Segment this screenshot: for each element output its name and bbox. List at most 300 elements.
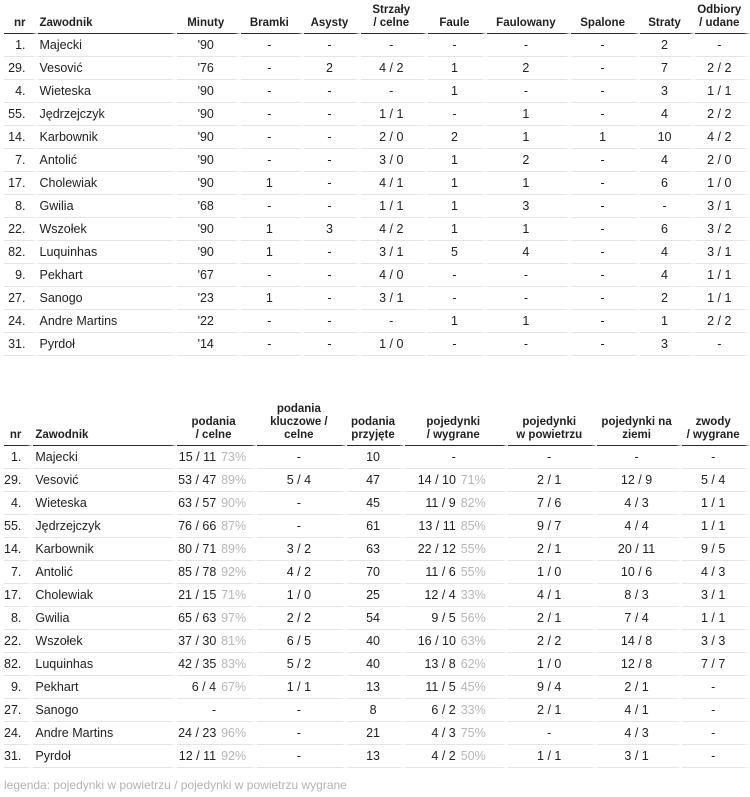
table-row [4,218,750,241]
passes-value: 65 / 63 [178,611,217,625]
key-passes-cell: 6 / 5 [257,630,348,653]
pass-accuracy: 81% [221,634,247,648]
stat-cell: - [361,80,428,103]
player-number: 27. [4,699,33,722]
player-number: 55. [4,515,33,538]
player-number: 22. [4,630,33,653]
passes-received-cell: 8 [347,699,405,722]
stat-cell: '90 [177,149,241,172]
stat-cell: - [241,310,305,333]
stat-cell: 1 [241,241,305,264]
ground-duels-cell: 4 / 3 [597,722,683,745]
passes-received-cell: 10 [347,446,405,469]
passes-value: 80 / 71 [178,542,217,556]
duel-win-rate: 55% [460,542,486,556]
player-name: Luquinhas [38,241,177,264]
player-number: 31. [4,745,33,768]
player-name: Pekhart [33,676,176,699]
stat-cell: - [571,57,641,80]
passes-received-cell: 40 [347,630,405,653]
stat-cell: 3 [640,80,694,103]
stat-cell: - [695,34,750,57]
table-row [4,172,750,195]
key-passes-cell: 4 / 2 [257,561,348,584]
stat-cell: - [571,34,641,57]
stat-cell: 4 [640,149,694,172]
duels-value: 14 / 10 [417,473,456,487]
dribbles-cell: 1 / 1 [682,492,750,515]
player-name: Gwilia [38,195,177,218]
stat-cell: 7 [640,57,694,80]
stat-cell: 1 [428,218,487,241]
stat-cell: - [241,333,305,356]
stat-cell: - [571,218,641,241]
table-header-row [4,4,750,34]
pass-accuracy: 92% [221,749,247,763]
stat-cell: '22 [177,310,241,333]
stat-cell: '90 [177,218,241,241]
passes-cell [177,676,257,699]
aerial-duels-cell: 2 / 1 [508,699,597,722]
aerial-duels-cell: 1 / 1 [508,745,597,768]
duels-cell [405,446,508,469]
stat-cell: 10 [640,126,694,149]
column-header: Asysty [304,4,360,34]
pass-accuracy: 90% [221,496,247,510]
ground-duels-cell: 12 / 9 [597,469,683,492]
passes-cell [177,561,257,584]
aerial-duels-cell: 1 / 0 [508,561,597,584]
column-header: podania kluczowe / celne [257,403,348,446]
player-number: 4. [4,80,38,103]
stat-cell: '90 [177,241,241,264]
table-row [4,492,750,515]
passes-received-cell: 40 [347,653,405,676]
player-number: 8. [4,195,38,218]
key-passes-cell: - [257,722,348,745]
stat-cell: 2 / 2 [695,57,750,80]
passes-received-cell: 21 [347,722,405,745]
stat-cell: - [304,149,360,172]
player-number: 31. [4,333,38,356]
stat-cell: 2 [487,57,571,80]
pass-accuracy: 96% [221,726,247,740]
duels-value: 16 / 10 [417,634,456,648]
column-header: Faule [428,4,487,34]
duel-win-rate: 62% [460,657,486,671]
aerial-duels-cell: - [508,446,597,469]
stat-cell: - [487,333,571,356]
stat-cell: 1 [487,126,571,149]
stat-cell: 3 / 1 [361,287,428,310]
duel-win-rate: 50% [460,749,486,763]
passes-value: 53 / 47 [178,473,217,487]
stat-cell: 1 [428,149,487,172]
stat-cell: 4 / 1 [361,172,428,195]
stat-cell: 1 / 1 [361,195,428,218]
stat-cell: - [241,103,305,126]
stat-cell: 1 [428,80,487,103]
ground-duels-cell: 3 / 1 [597,745,683,768]
pass-accuracy: 67% [221,680,247,694]
stat-cell: - [361,310,428,333]
key-passes-cell: - [257,515,348,538]
ground-duels-cell: 4 / 3 [597,492,683,515]
duels-cell [405,676,508,699]
table-row [4,676,750,699]
passes-received-cell: 61 [347,515,405,538]
stat-cell: - [304,310,360,333]
passes-received-cell: 47 [347,469,405,492]
stat-cell: - [428,34,487,57]
stat-cell: 2 / 0 [361,126,428,149]
pass-accuracy: 73% [221,450,247,464]
player-number: 8. [4,607,33,630]
stat-cell: - [487,34,571,57]
duels-value: 11 / 9 [425,496,456,510]
column-header: Bramki [241,4,305,34]
duels-cell [405,630,508,653]
passes-value: 42 / 35 [178,657,217,671]
ground-duels-cell: - [597,446,683,469]
passes-value: 24 / 23 [178,726,217,740]
passes-received-cell: 63 [347,538,405,561]
stat-cell: 1 [487,103,571,126]
stat-cell: 1 [487,310,571,333]
dribbles-cell: 4 / 3 [682,561,750,584]
stat-cell: 1 [571,126,641,149]
stat-cell: '14 [177,333,241,356]
player-number: 22. [4,218,38,241]
passes-value: 63 / 57 [178,496,217,510]
stat-cell: 3 / 1 [361,241,428,264]
player-name: Vesović [38,57,177,80]
duels-cell [405,745,508,768]
player-number: 17. [4,584,33,607]
dribbles-cell: 5 / 4 [682,469,750,492]
stat-cell: 1 [241,287,305,310]
duel-win-rate: 33% [460,703,486,717]
duel-win-rate: 33% [460,588,486,602]
player-name: Antolić [33,561,176,584]
table-header-row [4,403,750,446]
stat-cell: 2 / 2 [695,103,750,126]
duel-win-rate: 56% [460,611,486,625]
column-header: pojedynki na ziemi [597,403,683,446]
stat-cell: 1 [241,172,305,195]
table-row [4,287,750,310]
duel-win-rate: 85% [460,519,486,533]
stat-cell: 1 / 1 [695,80,750,103]
stat-cell: - [428,264,487,287]
stat-cell: - [304,126,360,149]
duels-cell [405,722,508,745]
stat-cell: 5 [428,241,487,264]
duels-cell [405,653,508,676]
stat-cell: - [241,264,305,287]
ground-duels-cell: 10 / 6 [597,561,683,584]
stat-cell: - [304,287,360,310]
aerial-duels-cell: 9 / 7 [508,515,597,538]
passes-cell [177,607,257,630]
column-header: Straty [640,4,694,34]
stat-cell: 3 [304,218,360,241]
player-number: 29. [4,469,33,492]
key-passes-cell: 5 / 2 [257,653,348,676]
key-passes-cell: - [257,446,348,469]
stat-cell: 1 [487,172,571,195]
key-passes-cell: 2 / 2 [257,607,348,630]
stat-cell: 2 [640,287,694,310]
stat-cell: 1 [487,218,571,241]
player-name: Wieteska [38,80,177,103]
duels-value: 9 / 5 [431,611,456,625]
duel-win-rate: 45% [460,680,486,694]
stat-cell: 2 / 2 [695,310,750,333]
legend-note: legenda: pojedynki w powietrzu / pojedynki w powietrzu wygrane [4,778,347,792]
ground-duels-cell: 4 / 4 [597,515,683,538]
stat-cell: 1 [428,310,487,333]
stat-cell: 3 / 1 [695,241,750,264]
stat-cell: - [304,172,360,195]
dribbles-cell: 1 / 1 [682,515,750,538]
table-row [4,722,750,745]
player-name: Majecki [38,34,177,57]
column-header: zwody / wygrane [682,403,750,446]
passes-cell [177,722,257,745]
player-name: Cholewiak [33,584,176,607]
duels-cell [405,538,508,561]
key-passes-cell: 1 / 1 [257,676,348,699]
passes-cell [177,653,257,676]
player-name: Luquinhas [33,653,176,676]
stat-cell: - [428,103,487,126]
player-name: Pyrdoł [38,333,177,356]
stat-cell: 4 [640,241,694,264]
aerial-duels-cell: 9 / 4 [508,676,597,699]
duels-cell [405,607,508,630]
aerial-duels-cell: 2 / 2 [508,630,597,653]
stat-cell: 6 [640,218,694,241]
stat-cell: 3 [640,333,694,356]
stat-cell: '90 [177,172,241,195]
stat-cell: '67 [177,264,241,287]
table-row [4,149,750,172]
passes-value: 21 / 15 [178,588,217,602]
stat-cell: - [304,264,360,287]
table-row [4,469,750,492]
stat-cell: 6 [640,172,694,195]
player-name: Majecki [33,446,176,469]
stat-cell: '76 [177,57,241,80]
passes-received-cell: 70 [347,561,405,584]
passes-cell [177,515,257,538]
stat-cell: - [304,195,360,218]
pass-accuracy: 89% [221,542,247,556]
stat-cell: - [241,126,305,149]
stat-cell: 1 [640,310,694,333]
player-name: Pyrdoł [33,745,176,768]
column-header: nr [4,403,33,446]
table-row [4,515,750,538]
stat-cell: 1 / 0 [361,333,428,356]
match-stats-table [4,4,750,356]
column-header: Faulowany [487,4,571,34]
passes-value: - [211,703,217,717]
stat-cell: '90 [177,80,241,103]
table-row [4,699,750,722]
stat-cell: - [304,80,360,103]
table-row [4,126,750,149]
player-name: Wszołek [33,630,176,653]
aerial-duels-cell: 2 / 1 [508,469,597,492]
player-name: Jędrzejczyk [33,515,176,538]
duels-value: 13 / 8 [424,657,456,671]
player-number: 1. [4,446,33,469]
table-row [4,446,750,469]
table-row [4,80,750,103]
stat-cell: 2 [640,34,694,57]
stat-cell: '68 [177,195,241,218]
stat-cell: 3 / 0 [361,149,428,172]
aerial-duels-cell: 2 / 1 [508,538,597,561]
duels-value: 12 / 4 [424,588,456,602]
stat-cell: 1 / 0 [695,172,750,195]
passes-cell [177,446,257,469]
stat-cell: '90 [177,34,241,57]
column-header: Odbiory / udane [695,4,750,34]
duels-value: 4 / 2 [431,749,456,763]
ground-duels-cell: 4 / 1 [597,699,683,722]
player-name: Vesović [33,469,176,492]
passes-cell [177,469,257,492]
table-row [4,653,750,676]
stat-cell: 2 [428,126,487,149]
stat-cell: 2 [304,57,360,80]
duels-cell [405,515,508,538]
stat-cell: - [428,287,487,310]
table-row [4,241,750,264]
stat-cell: 4 [640,103,694,126]
dribbles-cell: - [682,699,750,722]
player-number: 82. [4,653,33,676]
table-row [4,103,750,126]
player-name: Sanogo [38,287,177,310]
player-name: Wszołek [38,218,177,241]
aerial-duels-cell: 7 / 6 [508,492,597,515]
stat-cell: - [640,195,694,218]
column-header: podania / celne [177,403,257,446]
duel-win-rate: 75% [460,726,486,740]
duel-win-rate: 55% [460,565,486,579]
duels-cell [405,469,508,492]
stat-cell: - [571,264,641,287]
passing-duels-table [4,403,750,768]
passes-cell [177,492,257,515]
player-number: 7. [4,149,38,172]
player-number: 14. [4,538,33,561]
passes-received-cell: 25 [347,584,405,607]
passes-value: 85 / 78 [178,565,217,579]
stat-cell: '90 [177,103,241,126]
player-number: 29. [4,57,38,80]
ground-duels-cell: 2 / 1 [597,676,683,699]
stat-cell: 4 [487,241,571,264]
stat-cell: 4 / 2 [695,126,750,149]
stat-cell: 1 [241,218,305,241]
passes-value: 37 / 30 [178,634,217,648]
player-number: 4. [4,492,33,515]
stat-cell: - [571,103,641,126]
stat-cell: - [571,149,641,172]
table-row [4,264,750,287]
player-number: 1. [4,34,38,57]
dribbles-cell: - [682,446,750,469]
player-name: Gwilia [33,607,176,630]
passes-value: 12 / 11 [178,749,217,763]
column-header: nr [4,4,38,34]
stat-cell: 3 [487,195,571,218]
player-name: Cholewiak [38,172,177,195]
key-passes-cell: 1 / 0 [257,584,348,607]
pass-accuracy: 92% [221,565,247,579]
passes-received-cell: 13 [347,676,405,699]
player-number: 9. [4,264,38,287]
table-row [4,745,750,768]
aerial-duels-cell: 2 / 1 [508,607,597,630]
stat-cell: - [241,34,305,57]
player-number: 27. [4,287,38,310]
player-name: Andre Martins [33,722,176,745]
player-number: 55. [4,103,38,126]
duel-win-rate: 63% [460,634,486,648]
stat-cell: - [571,241,641,264]
player-name: Karbownik [38,126,177,149]
player-name: Pekhart [38,264,177,287]
stat-cell: 3 / 2 [695,218,750,241]
column-header: Strzały / celne [361,4,428,34]
duels-cell [405,699,508,722]
stat-cell: '23 [177,287,241,310]
player-name: Andre Martins [38,310,177,333]
stat-cell: - [571,310,641,333]
dribbles-cell: 3 / 1 [682,584,750,607]
stat-cell: - [487,80,571,103]
ground-duels-cell: 12 / 8 [597,653,683,676]
ground-duels-cell: 20 / 11 [597,538,683,561]
stat-cell: - [241,80,305,103]
player-number: 14. [4,126,38,149]
stat-cell: 1 [428,57,487,80]
player-name: Sanogo [33,699,176,722]
stat-cell: 4 / 2 [361,218,428,241]
pass-accuracy: 71% [221,588,247,602]
stat-cell: 1 [428,172,487,195]
player-name: Wieteska [33,492,176,515]
stat-cell: 3 / 1 [695,195,750,218]
stat-cell: - [304,241,360,264]
stat-cell: - [571,172,641,195]
stat-cell: 2 / 0 [695,149,750,172]
duels-value: 11 / 5 [425,680,456,694]
passes-cell [177,584,257,607]
column-header: pojedynki w powietrzu [508,403,597,446]
dribbles-cell: 3 / 3 [682,630,750,653]
stat-cell: - [304,333,360,356]
dribbles-cell: - [682,745,750,768]
passes-received-cell: 13 [347,745,405,768]
player-name: Karbownik [33,538,176,561]
